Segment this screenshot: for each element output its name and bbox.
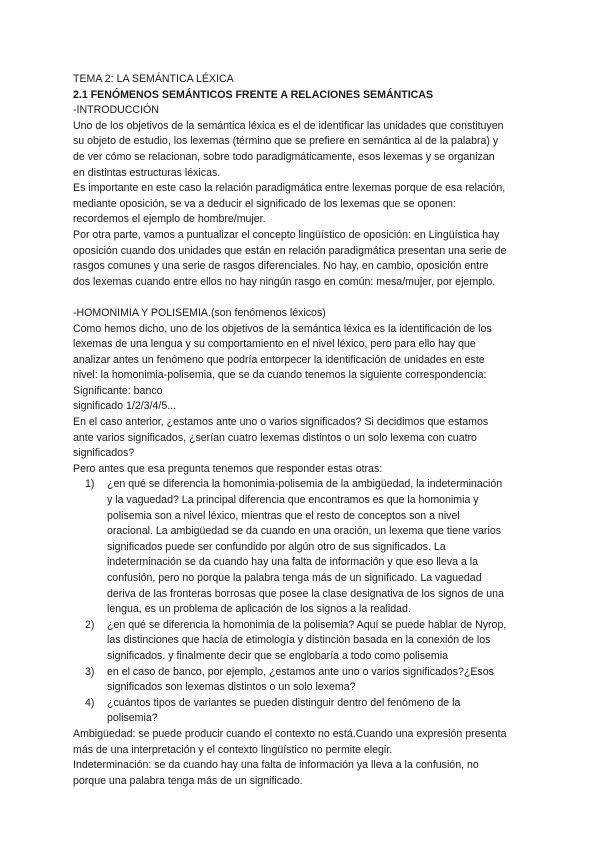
item-line: ¿en qué se diferencia la homonimia-polisemia de la ambigüedad, la indeterminación xyxy=(107,478,503,491)
paragraph-line: ante varios significados, ¿serían cuatro lexemas distintos o un solo lexema con cuatro xyxy=(73,431,477,444)
section-heading: 2.1 FENÓMENOS SEMÁNTICOS FRENTE A RELACIONES SEMÁNTICAS xyxy=(73,88,434,101)
paragraph-line: significado 1/2/3/4/5... xyxy=(73,400,177,413)
item-line: polisemia son a nivel léxico, mientras que el resto de conceptos son a nivel xyxy=(107,509,460,522)
blank-line xyxy=(73,290,533,306)
intro-heading: -INTRODUCCIÓN xyxy=(73,104,159,117)
item-line: lengua, es un problema de aplicación de los signos a la realidad. xyxy=(107,603,411,616)
paragraph-line: de ver cómo se relacionan, sobre todo paradigmáticamente, esos lexemas y se organizan xyxy=(73,150,495,163)
homonimia-section xyxy=(73,306,533,789)
item-number: 3) xyxy=(85,665,95,678)
paragraph-line: Como hemos dicho, uno de los objetivos de la semántica léxica es la identificación de los xyxy=(73,322,492,335)
item-line: en el caso de banco, por ejemplo, ¿estamos ante uno o varios significados?¿Esos xyxy=(107,665,494,678)
paragraph-line: En el caso anterior, ¿estamos ante uno o varios significados? Si decidimos que estamos xyxy=(73,416,489,429)
item-line: confusión, pero no porque la palabra tenga más de un significado. La vaguedad xyxy=(107,572,482,584)
theme-title: TEMA 2: LA SEMÁNTICA LÉXICA xyxy=(73,73,234,85)
item-line: ¿cuántos tipos de variantes se pueden distinguir dentro del fenómeno de la xyxy=(107,696,461,709)
item-line: oracional. La ambigüedad se da cuando en una oración, un lexema que tiene varios xyxy=(107,525,502,538)
paragraph-line: Ambigüedad: se puede producir cuando el contexto no está.Cuando una expresión presenta xyxy=(73,727,507,740)
document-page xyxy=(73,72,533,789)
paragraph-line: Indeterminación: se da cuando hay una falta de información ya lleva a la confusión, no xyxy=(73,759,479,772)
paragraph-line: rasgos comunes y una serie de rasgos diferenciales. No hay, en cambio, oposición entre xyxy=(73,260,489,273)
paragraph-line: Uno de los objetivos de la semántica léxica es el de identificar las unidades que constituyen xyxy=(73,119,504,132)
paragraph-line: nivel: la homonimia-polisemia, que se da cuando tenemos la siguiente correspondencia: xyxy=(73,369,487,382)
paragraph-line: recordemos el ejemplo de hombre/mujer. xyxy=(73,213,266,226)
paragraph-line: Pero antes que esa pregunta tenemos que responder estas otras: xyxy=(73,462,383,475)
question-item-3 xyxy=(73,665,533,696)
questions-list xyxy=(73,477,533,727)
paragraph-line: Por otra parte, vamos a puntualizar el concepto lingüístico de oposición: en Lingüística hay xyxy=(73,228,500,241)
item-line: significados. y finalmente decir que se englobaría a todo como polisemia xyxy=(107,649,448,662)
paragraph-line: oposición cuando dos unidades que están en relación paradigmática presentan una serie de xyxy=(73,244,507,257)
question-item-4 xyxy=(73,696,533,727)
paragraph-line: analizar antes un fenómeno que podría entorpecer la identificación de unidades en este xyxy=(73,353,485,366)
paragraph-line: Es importante en este caso la relación paradigmática entre lexemas porque de esa relación, xyxy=(73,182,506,195)
item-line: las distinciones que hacía de etimología y distinción basada en la conexión de los xyxy=(107,634,491,647)
item-line: significados son lexemas distintos o un solo lexema? xyxy=(107,681,356,694)
item-number: 2) xyxy=(85,618,95,631)
item-line: significados puede ser confundido por algún otro de sus significados. La xyxy=(107,540,446,553)
question-item-1 xyxy=(73,477,533,617)
paragraph-line: porque una palabra tenga más de un significado. xyxy=(73,774,303,787)
paragraph-line: Significante: banco xyxy=(73,384,163,397)
paragraph-line: significados? xyxy=(73,447,135,460)
item-line: y la vaguedad? La principal diferencia que encontramos es que la homonimia y xyxy=(107,494,479,507)
homonimia-heading: -HOMONIMIA Y POLISEMIA.(son fenómenos léxicos) xyxy=(73,306,326,319)
paragraph-line: lexemas de una lengua y su comportamiento en el nivel léxico, pero para ello hay que xyxy=(73,338,476,351)
item-line: deriva de las fronteras borrosas que posee la clase designativa de los signos de una xyxy=(107,587,504,600)
item-line: indeterminación se da cuando hay una falta de información y que eso lleva a la xyxy=(107,556,479,569)
paragraph-line: dos lexemas cuando entre ellos no hay ningún rasgo en común: mesa/mujer, por ejemplo. xyxy=(73,275,496,288)
item-line: ¿en qué se diferencia la homonimia de la polisemia? Aquí se puede hablar de Nyrop, xyxy=(107,618,507,631)
paragraph-line: mediante oposición, se va a deducir el significado de los lexemas que se oponen: xyxy=(73,197,456,210)
question-item-2 xyxy=(73,618,533,665)
item-line: polisemia? xyxy=(107,712,158,725)
item-number: 4) xyxy=(85,696,95,709)
intro-section xyxy=(73,103,533,290)
item-number: 1) xyxy=(85,478,95,491)
paragraph-line: en distintas estructuras léxicas. xyxy=(73,166,221,179)
paragraph-line: más de una interpretación y el contexto lingüístico no permite elegir. xyxy=(73,743,393,756)
paragraph-line: su objeto de estudio, los lexemas (término que se prefiere en semántica al de la palabra) y xyxy=(73,135,499,148)
